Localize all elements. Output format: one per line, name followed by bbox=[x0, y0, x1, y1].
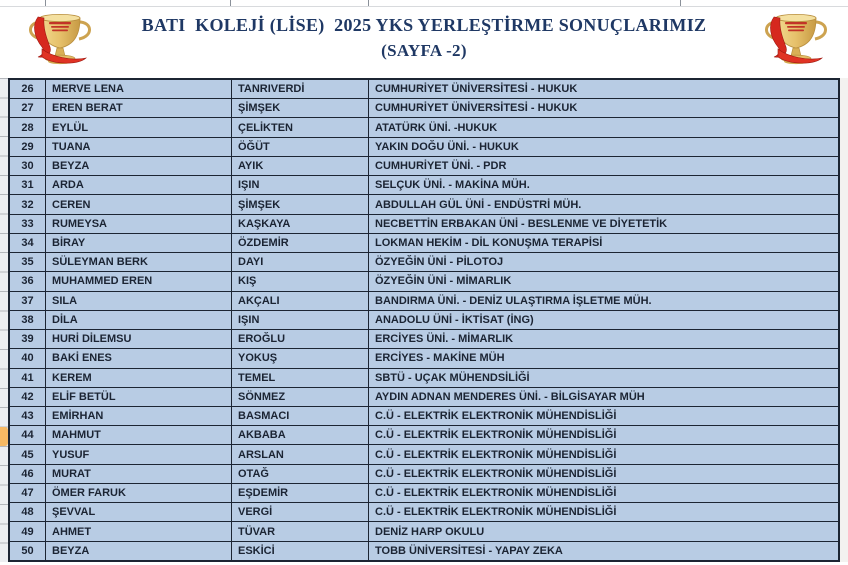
cell-last: SÖNMEZ bbox=[232, 388, 369, 406]
cell-last: TANRIVERDİ bbox=[232, 80, 369, 98]
cell-last: EŞDEMİR bbox=[232, 484, 369, 502]
cell-first: YUSUF bbox=[46, 445, 232, 463]
cell-first: BİRAY bbox=[46, 234, 232, 252]
table-row bbox=[10, 292, 838, 311]
cell-placement: C.Ü - ELEKTRİK ELEKTRONİK MÜHENDİSLİĞİ bbox=[375, 429, 617, 442]
table-row bbox=[10, 349, 838, 368]
trophy-icon bbox=[752, 9, 840, 69]
table-row bbox=[10, 445, 838, 464]
left-margin-highlight bbox=[0, 427, 8, 446]
cell-first: MUHAMMED EREN bbox=[46, 272, 232, 290]
top-gridline-strip bbox=[0, 0, 848, 7]
cell-no: 36 bbox=[10, 272, 46, 290]
cell-first: SILA bbox=[46, 292, 232, 310]
table-row bbox=[10, 426, 838, 445]
cell-placement: ABDULLAH GÜL ÜNİ - ENDÜSTRİ MÜH. bbox=[375, 198, 582, 211]
gridline bbox=[368, 0, 369, 6]
cell-first: MAHMUT bbox=[46, 426, 232, 444]
table-row bbox=[10, 388, 838, 407]
results-table bbox=[8, 78, 840, 562]
cell-last: OTAĞ bbox=[232, 465, 369, 483]
cell-no: 30 bbox=[10, 157, 46, 175]
cell-first: EMİRHAN bbox=[46, 407, 232, 425]
table-row bbox=[10, 99, 838, 118]
cell-first: CEREN bbox=[46, 195, 232, 213]
cell-placement: ERCİYES ÜNİ. - MİMARLIK bbox=[375, 333, 514, 346]
cell-last: ARSLAN bbox=[232, 445, 369, 463]
cell-placement: CUMHURİYET ÜNİVERSİTESİ - HUKUK bbox=[375, 102, 578, 115]
cell-first: KEREM bbox=[46, 369, 232, 387]
cell-placement: C.Ü - ELEKTRİK ELEKTRONİK MÜHENDİSLİĞİ bbox=[375, 487, 617, 500]
cell-first: MURAT bbox=[46, 465, 232, 483]
cell-placement: C.Ü - ELEKTRİK ELEKTRONİK MÜHENDİSLİĞİ bbox=[375, 506, 617, 519]
cell-placement: CUMHURİYET ÜNİ. - PDR bbox=[375, 160, 507, 173]
cell-placement: SELÇUK ÜNİ. - MAKİNA MÜH. bbox=[375, 179, 530, 192]
cell-first: ELİF BETÜL bbox=[46, 388, 232, 406]
cell-placement: C.Ü - ELEKTRİK ELEKTRONİK MÜHENDİSLİĞİ bbox=[375, 448, 617, 461]
table-row bbox=[10, 138, 838, 157]
page-title-line2: (SAYFA -2) bbox=[381, 41, 467, 60]
cell-placement: TOBB ÜNİVERSİTESİ - YAPAY ZEKA bbox=[375, 544, 563, 557]
cell-placement: LOKMAN HEKİM - DİL KONUŞMA TERAPİSİ bbox=[375, 236, 603, 249]
cell-no: 34 bbox=[10, 234, 46, 252]
table-row bbox=[10, 330, 838, 349]
cell-no: 35 bbox=[10, 253, 46, 271]
cell-placement: YAKIN DOĞU ÜNİ. - HUKUK bbox=[375, 140, 519, 153]
table-row bbox=[10, 176, 838, 195]
cell-last: ŞİMŞEK bbox=[232, 99, 369, 117]
cell-no: 37 bbox=[10, 292, 46, 310]
cell-no: 26 bbox=[10, 80, 46, 98]
page-header bbox=[8, 7, 840, 77]
cell-last: AYIK bbox=[232, 157, 369, 175]
cell-no: 31 bbox=[10, 176, 46, 194]
cell-last: DAYI bbox=[232, 253, 369, 271]
cell-no: 43 bbox=[10, 407, 46, 425]
cell-no: 47 bbox=[10, 484, 46, 502]
table-row bbox=[10, 311, 838, 330]
cell-last: KIŞ bbox=[232, 272, 369, 290]
cell-last: ESKİCİ bbox=[232, 542, 369, 560]
cell-first: MERVE LENA bbox=[46, 80, 232, 98]
cell-first: BAKİ ENES bbox=[46, 349, 232, 367]
cell-no: 48 bbox=[10, 503, 46, 521]
cell-last: AKÇALI bbox=[232, 292, 369, 310]
cell-placement: AYDIN ADNAN MENDERES ÜNİ. - BİLGİSAYAR MÜH bbox=[375, 390, 645, 403]
table-row bbox=[10, 407, 838, 426]
cell-no: 50 bbox=[10, 542, 46, 560]
cell-first: ARDA bbox=[46, 176, 232, 194]
cell-no: 44 bbox=[10, 426, 46, 444]
cell-first: EREN BERAT bbox=[46, 99, 232, 117]
table-row bbox=[10, 253, 838, 272]
table-row bbox=[10, 542, 838, 560]
gridline bbox=[230, 0, 231, 6]
page-title-line1: BATI KOLEJİ (LİSE) 2025 YKS YERLEŞTİRME SONUÇLARIMIZ bbox=[141, 15, 707, 35]
cell-first: RUMEYSA bbox=[46, 215, 232, 233]
cell-placement: CUMHURİYET ÜNİVERSİTESİ - HUKUK bbox=[375, 83, 578, 96]
table-row bbox=[10, 369, 838, 388]
table-row bbox=[10, 195, 838, 214]
cell-no: 45 bbox=[10, 445, 46, 463]
cell-no: 49 bbox=[10, 522, 46, 540]
right-margin-strip bbox=[840, 78, 848, 562]
page-title bbox=[108, 11, 740, 63]
cell-no: 40 bbox=[10, 349, 46, 367]
cell-last: ÇELİKTEN bbox=[232, 118, 369, 136]
cell-no: 29 bbox=[10, 138, 46, 156]
cell-last: TÜVAR bbox=[232, 522, 369, 540]
cell-first: BEYZA bbox=[46, 157, 232, 175]
table-row bbox=[10, 234, 838, 253]
trophy-icon bbox=[16, 9, 104, 69]
cell-no: 33 bbox=[10, 215, 46, 233]
cell-placement: BANDIRMA ÜNİ. - DENİZ ULAŞTIRMA İŞLETME MÜH. bbox=[375, 294, 652, 307]
gridline bbox=[680, 0, 681, 6]
table-row bbox=[10, 503, 838, 522]
cell-placement: SBTÜ - UÇAK MÜHENDSİLİĞİ bbox=[375, 371, 530, 384]
table-row bbox=[10, 484, 838, 503]
cell-last: ÖZDEMİR bbox=[232, 234, 369, 252]
cell-first: TUANA bbox=[46, 138, 232, 156]
cell-no: 27 bbox=[10, 99, 46, 117]
table-row bbox=[10, 80, 838, 99]
cell-last: ŞİMŞEK bbox=[232, 195, 369, 213]
cell-last: IŞIN bbox=[232, 176, 369, 194]
cell-placement: ATATÜRK ÜNİ. -HUKUK bbox=[375, 121, 498, 134]
cell-placement: C.Ü - ELEKTRİK ELEKTRONİK MÜHENDİSLİĞİ bbox=[375, 410, 617, 423]
cell-first: DİLA bbox=[46, 311, 232, 329]
cell-placement: DENİZ HARP OKULU bbox=[375, 525, 485, 538]
cell-first: ÖMER FARUK bbox=[46, 484, 232, 502]
cell-last: ÖĞÜT bbox=[232, 138, 369, 156]
table-row bbox=[10, 118, 838, 137]
cell-first: SÜLEYMAN BERK bbox=[46, 253, 232, 271]
cell-placement: ANADOLU ÜNİ - İKTİSAT (İNG) bbox=[375, 313, 534, 326]
table-row bbox=[10, 157, 838, 176]
cell-placement: NECBETTİN ERBAKAN ÜNİ - BESLENME VE DİYETETİK bbox=[375, 217, 668, 230]
cell-last: TEMEL bbox=[232, 369, 369, 387]
cell-no: 42 bbox=[10, 388, 46, 406]
cell-first: EYLÜL bbox=[46, 118, 232, 136]
cell-no: 39 bbox=[10, 330, 46, 348]
cell-last: KAŞKAYA bbox=[232, 215, 369, 233]
table-row bbox=[10, 215, 838, 234]
cell-last: EROĞLU bbox=[232, 330, 369, 348]
cell-last: BASMACI bbox=[232, 407, 369, 425]
cell-no: 46 bbox=[10, 465, 46, 483]
cell-first: BEYZA bbox=[46, 542, 232, 560]
cell-placement: ERCİYES - MAKİNE MÜH bbox=[375, 352, 505, 365]
cell-first: ŞEVVAL bbox=[46, 503, 232, 521]
cell-last: YOKUŞ bbox=[232, 349, 369, 367]
table-row bbox=[10, 465, 838, 484]
cell-no: 38 bbox=[10, 311, 46, 329]
cell-placement: ÖZYEĞİN ÜNİ - MİMARLIK bbox=[375, 275, 512, 288]
cell-first: AHMET bbox=[46, 522, 232, 540]
cell-no: 28 bbox=[10, 118, 46, 136]
cell-last: AKBABA bbox=[232, 426, 369, 444]
cell-last: IŞIN bbox=[232, 311, 369, 329]
table-row bbox=[10, 272, 838, 291]
cell-placement: C.Ü - ELEKTRİK ELEKTRONİK MÜHENDİSLİĞİ bbox=[375, 467, 617, 480]
cell-placement: ÖZYEĞİN ÜNİ - PİLOTOJ bbox=[375, 256, 504, 269]
cell-no: 41 bbox=[10, 369, 46, 387]
gridline bbox=[45, 0, 46, 6]
cell-last: VERGİ bbox=[232, 503, 369, 521]
cell-first: HURİ DİLEMSU bbox=[46, 330, 232, 348]
cell-no: 32 bbox=[10, 195, 46, 213]
left-margin-strip bbox=[0, 78, 8, 562]
table-row bbox=[10, 522, 838, 541]
